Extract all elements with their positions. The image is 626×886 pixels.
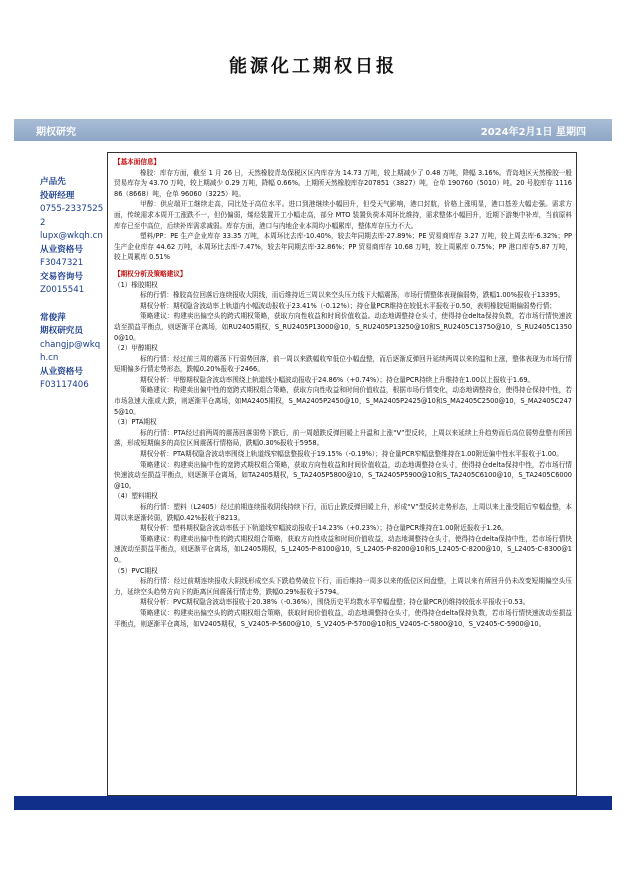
strategy-header: 【期权分析及策略建议】 bbox=[114, 269, 187, 278]
strategy-advice: 策略建议：构建卖出偏空头的跨式期权策略，获取方向性收益和时间价值收益。动态地调整持仓头寸，使得持仓delta保持负数，若市场行情快速波动至损益平衡点，则逐渐平仓离场，如RU2405期权，S_RU2405P13000@10，S_RU2405P13250@10和S_RU2405C13750@10，S_RU2405C13500@10。 bbox=[114, 312, 572, 342]
license-number: F3047321 bbox=[40, 258, 84, 268]
analyst-role: 期权研究员 bbox=[40, 326, 83, 336]
consult-number: Z0015541 bbox=[40, 285, 85, 295]
analyst-email[interactable]: changjp@wkqh.cn bbox=[40, 339, 101, 363]
fundamentals-header: 【基本面信息】 bbox=[114, 158, 161, 166]
options-analysis: 期权分析：PVC期权隐含波动率报收于20.38%（-0.36%），围绕历史平均数水平窄幅盘整；持仓量PCR仍维持较低水平报收于0.53。 bbox=[140, 598, 530, 607]
strategy-advice: 策略建议：构建卖出偏空头的跨式期权组合策略，获取时间价值收益，动态地调整持仓头寸，使得持仓delta保持负数，若市场行情快速波动至损益平衡点，则逐渐平仓离场，如V2405期权，S_V2405-P-5600@10，S_V2405-P-5700@10和S_V2405-C-5800@10，S_V2405-C-5900@10。 bbox=[114, 608, 572, 628]
options-analysis: 期权分析：期权隐含波动率上轨道内小幅波动报收于23.41%（-0.12%）；持仓量PCR维持在较低水平报收于0.50，表明橡胶短期偏弱势行情； bbox=[140, 301, 556, 310]
license-label: 从业资格号 bbox=[40, 366, 83, 377]
section-title: （1）橡胶期权 bbox=[114, 280, 158, 289]
license-number: F03117406 bbox=[40, 380, 89, 390]
section-title: （4）塑料期权 bbox=[114, 492, 158, 501]
market-trend: 标的行情：经过前三周的震荡下行弱势回落，前一周以来跌幅收窄低位小幅盘整，而后逐渐反弹回升延续两周以来的温和上涨，整体表现为市场行情短期偏多行情走势形态，跌幅0.20%报收于2466。 bbox=[114, 354, 572, 374]
options-analysis: 期权分析：PTA期权隐含波动率围绕上轨道线窄幅盘整报收于19.15%（-0.19%）；持仓量PCR窄幅盘整维持在1.00附近偏中性水平报收于1.00。 bbox=[140, 450, 563, 459]
analyst-name: 卢品先 bbox=[40, 177, 66, 187]
options-analysis: 期权分析：塑料期权隐含波动率低于下轨道线窄幅波动报收于14.23%（+0.23%）；持仓量PCR维持在1.00附近报收于1.26。 bbox=[140, 524, 508, 533]
consult-label: 交易咨询号 bbox=[40, 271, 83, 282]
plastics-fundamentals: 塑料/PP：PE 生产企业库存 33.35 万吨，本周环比去库-10.40%，较去年同期去库-27.89%；PE 贸易商库存 3.27 万吨，较上周去库-6.32%；PP 生产企业库存 44.62 万吨，本周环比去库-7.47%，较去年同期去库-32.86%；PP 贸易商库存 10.68 万吨，较上周累库 0.75%；PP 港口库存5.87 万吨，较上周累库 0.51% bbox=[114, 232, 572, 262]
analyst-role: 投研经理 bbox=[40, 190, 75, 201]
market-trend: 标的行情：塑料（L2405）经过前期连续报收阴线持续下行，而后止跌反弹回暖上升，形成“V”型反转走势形态，上周以来上涨受阻后窄幅盘整，本周以来逐渐转弱，跌幅0.42%报收于8213。 bbox=[114, 503, 572, 522]
section-title: （3）PTA期权 bbox=[114, 418, 157, 427]
rubber-fundamentals: 橡胶：库存方面，截至 1 月 26 日，天然橡胶青岛保税区区内库存为 14.73 万吨，较上期减少了 0.48 万吨，降幅 3.16%。青岛地区天然橡胶一般贸易库存为 43.70 万吨，较上期减少 0.29 万吨，降幅 0.66%。上期所天然橡胶库存207851（3827）吨，仓单 190760（5010）吨。20 号胶库存 111686（8668）吨，仓单 96060（3225）吨。 bbox=[114, 168, 572, 198]
analyst-email[interactable]: lupx@wkqh.cn bbox=[40, 231, 103, 241]
methanol-fundamentals: 甲醇：供应端开工继续走高，同比处于高位水平。进口到港继续小幅回升，但受天气影响，港口封航，价格上涨明显，港口基差大幅走强。需求方面，传统需求本周开工涨跌不一，但仍偏弱，烯烃装置开工小幅走高，部分 MTO 装置负荷本周环比维持，需求整体小幅回升，近期下游集中补库，当前原料库存已至中高位，后续补库需求减弱。库存方面，港口与内地企业本周均小幅累库，整体库存压力不大。 bbox=[114, 200, 572, 230]
section-label: 期权研究 bbox=[36, 127, 76, 138]
section-title: （2）甲醇期权 bbox=[114, 344, 158, 353]
report-content bbox=[107, 152, 577, 796]
strategy-advice: 策略建议：构建卖出偏中性的宽跨式期权组合策略，获取方向性收益和时间价值收益，动态地调整持仓头寸，使得持仓delta保持中性，若市场行情快速波动至损益平衡点，则逐渐平仓离场，如TA2405期权，S_TA2405P5800@10，S_TA2405P5900@10和S_TA2405C6100@10，S_TA2405C6000@10。 bbox=[114, 460, 572, 490]
strategy-advice: 策略建议：构建卖出偏中性的跨式期权组合策略，获取方向性收益和时间价值收益，动态地调整持仓头寸，使得持仓delta保持中性，若市场行情快速波动至损益平衡点，则逐渐平仓离场，如L2405期权，S_L2405-P-8100@10，S_L2405-P-8200@10和S_L2405-C-8200@10，S_L2405-C-8300@10。 bbox=[114, 534, 572, 564]
market-trend: 标的行情：橡胶高位回落后连续报收大阴线，而后维持近三周以来空头压力线下大幅震荡，市场行情整体表现偏弱势，跌幅1.00%报收于13395。 bbox=[140, 291, 565, 300]
header-band bbox=[14, 119, 612, 141]
report-date: 2024年2月1日 星期四 bbox=[480, 127, 586, 138]
footer-bar bbox=[14, 796, 612, 810]
market-trend: 标的行情：PTA经过前两周的震荡回落弱势下跌后，前一周超跌反弹回暖上升温和上涨“V”型反转，上周以来延续上升趋势而后高位弱势盘整有所回落，形成短期偏多的高位区间震荡行情格局，跌幅0.30%报收于5958。 bbox=[114, 428, 572, 448]
analyst-sidebar bbox=[40, 176, 106, 393]
report-title: 能源化工期权日报 bbox=[229, 56, 397, 77]
section-title: （5）PVC期权 bbox=[114, 566, 158, 575]
license-label: 从业资格号 bbox=[40, 244, 83, 255]
analyst-phone: 0755-23375252 bbox=[40, 204, 104, 228]
analyst-name: 常俊萍 bbox=[40, 312, 66, 323]
market-trend: 标的行情：经过前期连续报收大阴线形成空头下跌趋势破位下行，而后维持一周多以来的低位区间盘整，上周以来有所回升仍未改变短期偏空头压力，延续空头趋势方向下的距离区间震荡行情走势，跌幅0.29%报收于5794。 bbox=[114, 577, 572, 596]
options-analysis: 期权分析：甲醇期权隐含波动率围绕上轨道线小幅波动报收于24.86%（+0.74%）；持仓量PCR持续上升维持在1.00以上报收于1.69。 bbox=[140, 375, 535, 384]
strategy-advice: 策略建议：构建卖出偏中性的宽跨式期权组合策略，获取方向性收益和时间价值收益，根据市场行情变化，动态地调整持仓，使得持仓保持中性，若市场急速大涨或大跌，则逐渐平仓离场，如MA2405期权，S_MA2405P2450@10，S_MA2405P2425@10和S_MA2405C2500@10，S_MA2405C2475@10。 bbox=[114, 386, 572, 416]
